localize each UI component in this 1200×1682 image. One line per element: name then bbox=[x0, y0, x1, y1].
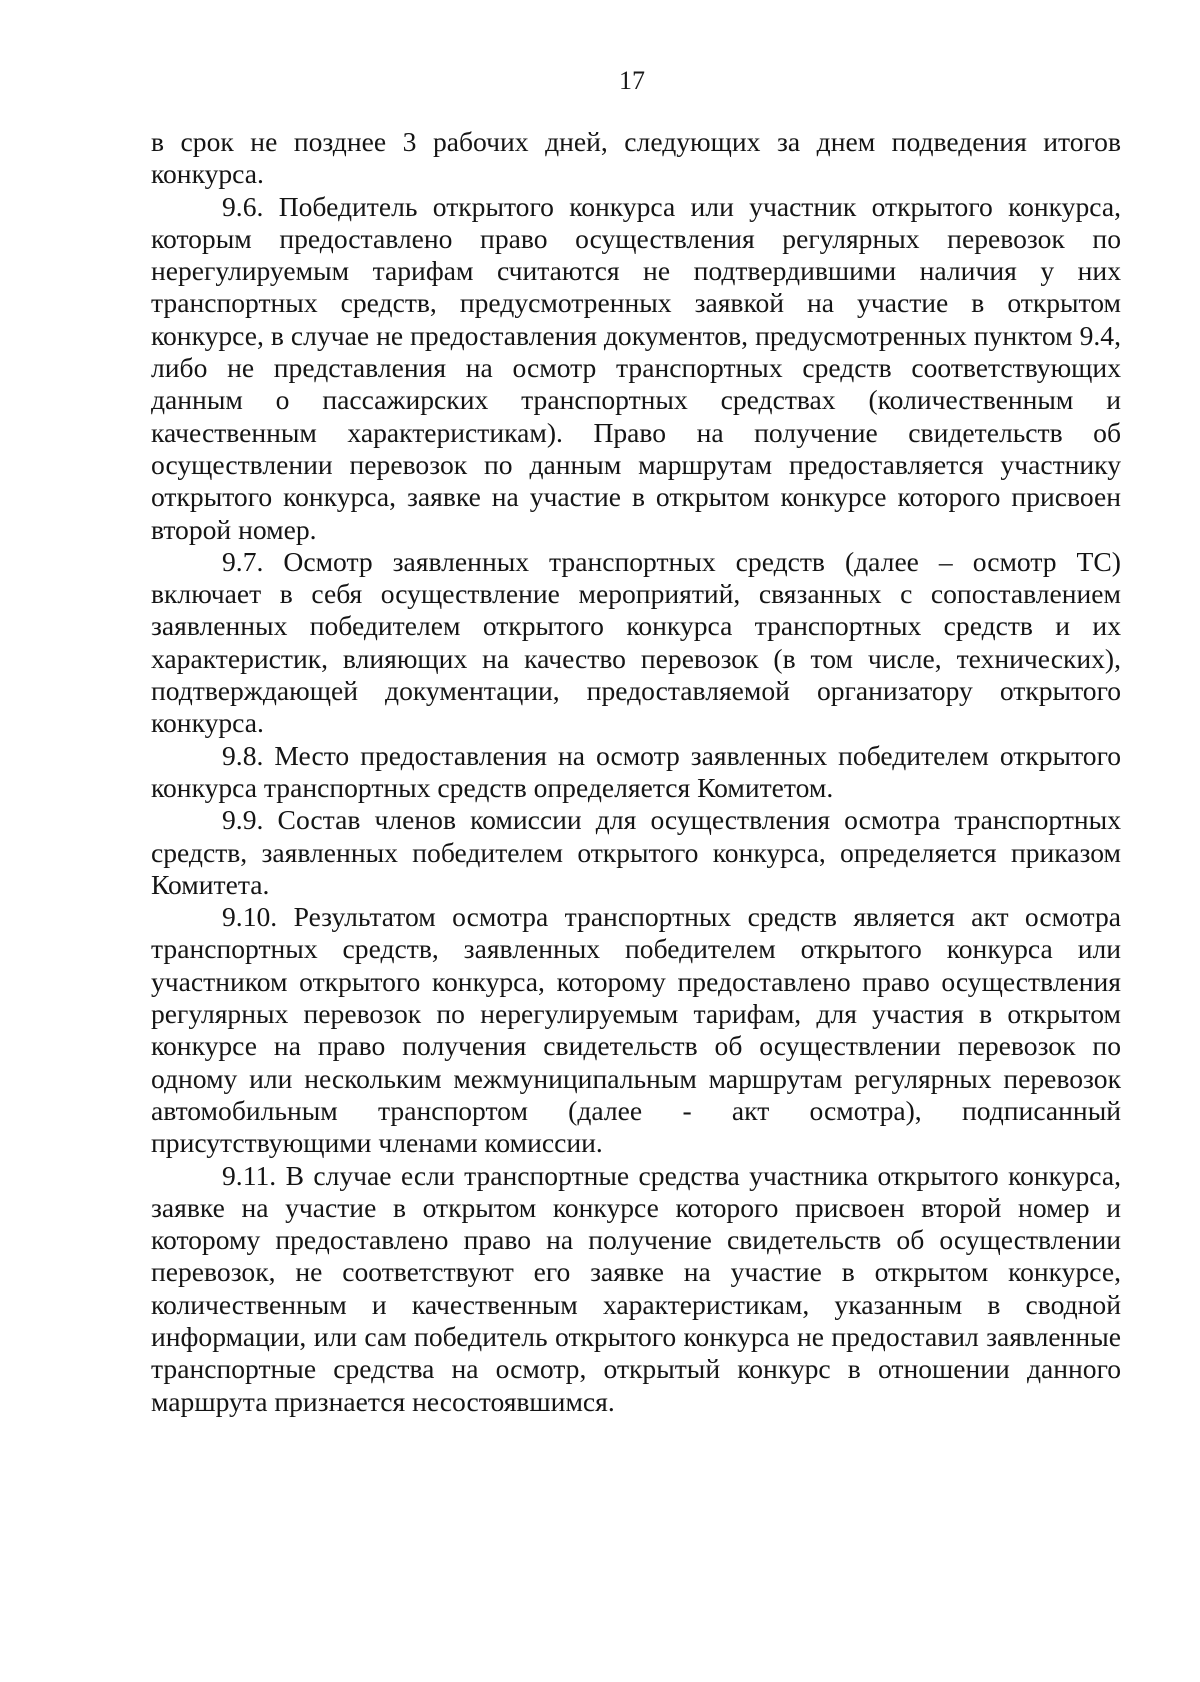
document-body bbox=[151, 126, 1121, 1418]
paragraph-9-7: 9.7. Осмотр заявленных транспортных средств (далее – осмотр ТС) включает в себя осуществление мероприятий, связанных с сопоставлением заявленных победителем открытого конкурса транспортных средств и их характеристик, влияющих на качество перевозок (в том числе, технических), подтверждающей документации, предоставляемой организатору открытого конкурса. bbox=[151, 545, 1121, 739]
page-number: 17 bbox=[619, 66, 645, 95]
paragraph-9-11: 9.11. В случае если транспортные средства участника открытого конкурса, заявке на участие в открытом конкурсе которого присвоен второй номер и которому предоставлено право на получение свидетельств об осуществлении перевозок, не соответствуют его заявке на участие в открытом конкурсе, количественным и качественным характеристикам, указанным в сводной информации, или сам победитель открытого конкурса не предоставил заявленные транспортные средства на осмотр, открытый конкурс в отношении данного маршрута признается несостоявшимся. bbox=[151, 1159, 1121, 1417]
paragraph-9-8: 9.8. Место предоставления на осмотр заявленных победителем открытого конкурса транспортных средств определяется Комитетом. bbox=[151, 739, 1121, 803]
paragraph-9-6: 9.6. Победитель открытого конкурса или участник открытого конкурса, которым предоставлено право осуществления регулярных перевозок по нерегулируемым тарифам считаются не подтвердившими наличия у них транспортных средств, предусмотренных заявкой на участие в открытом конкурсе, в случае не предоставления документов, предусмотренных пунктом 9.4, либо не представления на осмотр транспортных средств соответствующих данным о пассажирских транспортных средствах (количественным и качественным характеристикам). Право на получение свидетельств об осуществлении перевозок по данным маршрутам предоставляется участнику открытого конкурса, заявке на участие в открытом конкурсе которого присвоен второй номер. bbox=[151, 190, 1121, 545]
paragraph-9-9: 9.9. Состав членов комиссии для осуществления осмотра транспортных средств, заявленных победителем открытого конкурса, определяется приказом Комитета. bbox=[151, 804, 1121, 900]
paragraph-continuation: в срок не позднее 3 рабочих дней, следующих за днем подведения итогов конкурса. bbox=[151, 126, 1121, 190]
paragraph-9-10: 9.10. Результатом осмотра транспортных средств является акт осмотра транспортных средств, заявленных победителем открытого конкурса или участником открытого конкурса, которому предоставлено право осуществления регулярных перевозок по нерегулируемым тарифам, для участия в открытом конкурсе на право получения свидетельств об осуществлении перевозок по одному или нескольким межмуниципальным маршрутам регулярных перевозок автомобильным транспортом (далее - акт осмотра), подписанный присутствующими членами комиссии. bbox=[151, 901, 1121, 1159]
